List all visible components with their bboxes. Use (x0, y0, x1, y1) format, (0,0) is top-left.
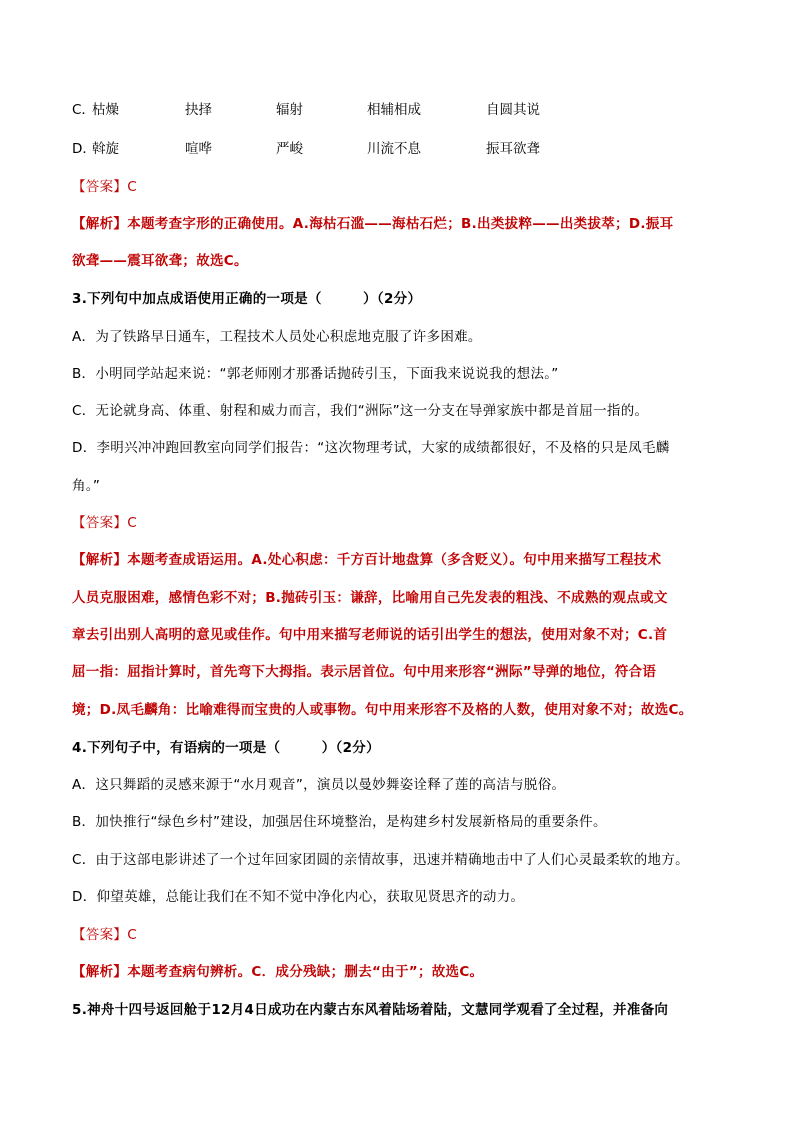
q4-option-c: C．由于这部电影讲述了一个过年回家团圆的亲情故事，迅速并精确地击中了人们心灵最柔软的地方。 (72, 852, 689, 868)
option-word: 枯燥 (92, 102, 119, 118)
q3-analysis-line: 境；D.凤毛麟角：比喻难得而宝贵的人或事物。句中用来形容不及格的人数，使用对象不对；故选C。 (72, 702, 693, 718)
option-word: 抉择 (185, 102, 212, 118)
option-word: 斡旋 (92, 141, 119, 157)
option-word: 严峻 (276, 141, 303, 157)
option-word: 辐射 (276, 102, 303, 118)
option-word: 川流不息 (367, 141, 421, 157)
q4-analysis-line: 【解析】本题考查病句辨析。C．成分残缺；删去“由于”；故选C。 (72, 964, 484, 980)
q3-option-d: D．李明兴冲冲跑回教室向同学们报告：“这次物理考试，大家的成绩都很好，不及格的只是凤毛麟 (72, 440, 670, 456)
q3-analysis-line: 人员克服困难，感情色彩不对；B.抛砖引玉：谦辞，比喻用自己先发表的粗浅、不成熟的观点或文 (72, 590, 668, 606)
option-word: 相辅相成 (367, 102, 421, 118)
q4-answer: 【答案】C (72, 927, 137, 943)
q5-stem: 5.神舟十四号返回舱于12月4日成功在内蒙古东风着陆场着陆，文慧同学观看了全过程，并准备向 (72, 1002, 669, 1018)
q4-stem: 4.下列句子中，有语病的一项是（ ）（2分） (72, 740, 380, 756)
q3-option-d-cont: 角。” (72, 478, 101, 494)
q3-option-c: C．无论就身高、体重、射程和威力而言，我们“洲际”这一分支在导弹家族中都是首屈一指的。 (72, 403, 649, 419)
q4-option-a: A．这只舞蹈的灵感来源于“水月观音”，演员以曼妙舞姿诠释了莲的高洁与脱俗。 (72, 777, 566, 793)
q3-stem: 3.下列句中加点成语使用正确的一项是（ ）（2分） (72, 291, 422, 307)
q3-analysis-line: 【解析】本题考查成语运用。A.处心积虑：千方百计地盘算（多含贬义）。句中用来描写工程技术 (72, 552, 662, 568)
q3-answer: 【答案】C (72, 515, 137, 531)
option-letter: D． (72, 141, 96, 157)
option-word: 振耳欲聋 (486, 141, 540, 157)
q2-answer: 【答案】C (72, 179, 137, 195)
q2-analysis-line: 欲聋——震耳欲聋；故选C。 (72, 253, 248, 269)
option-word: 自圆其说 (486, 102, 540, 118)
q3-analysis-line: 章去引出别人高明的意见或佳作。句中用来描写老师说的话引出学生的想法，使用对象不对；C.首 (72, 627, 668, 643)
option-word: 喧哗 (185, 141, 212, 157)
q3-option-a: A．为了铁路早日通车，工程技术人员处心积虑地克服了许多困难。 (72, 329, 482, 345)
q3-analysis-line: 屈一指：屈指计算时，首先弯下大拇指。表示居首位。句中用来形容“洲际”导弹的地位，符合语 (72, 664, 657, 680)
q3-option-b: B．小明同学站起来说：“郭老师刚才那番话抛砖引玉，下面我来说说我的想法。” (72, 366, 559, 382)
q4-option-b: B．加快推行“绿色乡村”建设，加强居住环境整治，是构建乡村发展新格局的重要条件。 (72, 814, 607, 830)
q2-analysis-line: 【解析】本题考查字形的正确使用。A.海枯石滥——海枯石烂；B.出类拔粹——出类拔萃；D.振耳 (72, 216, 674, 232)
q4-option-d: D．仰望英雄，总能让我们在不知不觉中净化内心，获取见贤思齐的动力。 (72, 889, 525, 905)
option-letter: C． (72, 102, 95, 118)
